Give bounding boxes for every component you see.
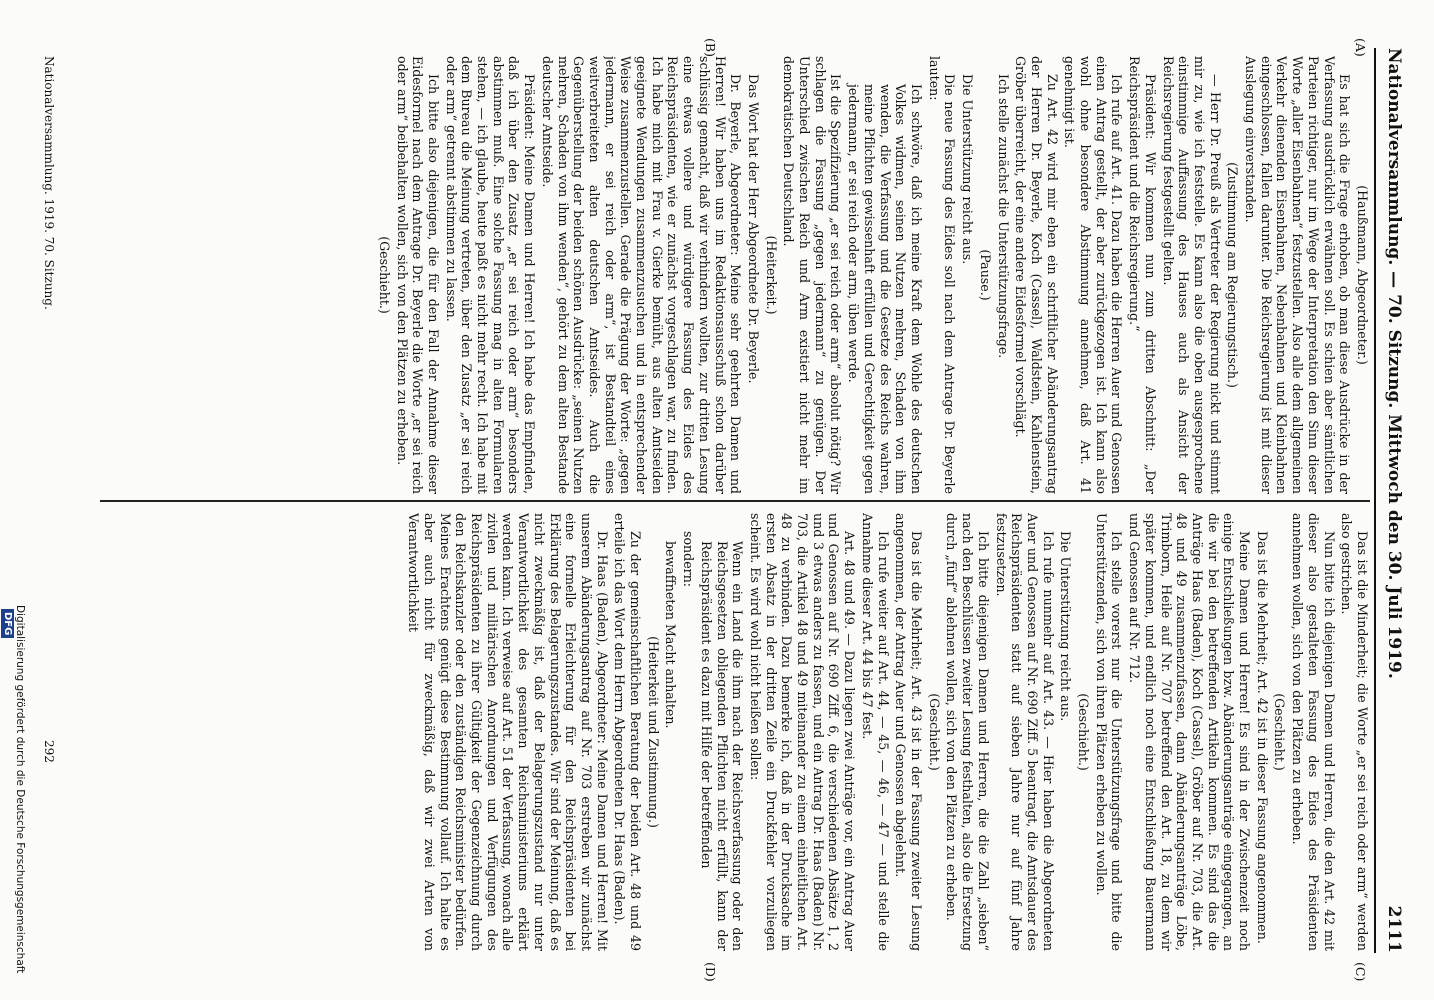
footer-title: Nationalversammlung. 1919. 70. Sitzung. [42, 56, 56, 310]
right-column-aside: (Geschieht.) [926, 693, 942, 771]
left-column-paragraph: Ich schwöre, daß ich meine Kraft dem Wohle des deutschen Volkes widmen, seinen Nutzen mehren, Schaden von ihm wenden, die Verfassung und die Gesetze des Reichs wahren, meine Pflichten gewissenhaft erfüllen und Gerechtigkeit gegen jedermann, er sei reich oder arm, üben werde. [846, 84, 925, 494]
right-column-paragraph: Ich stelle vorerst nur die Unterstützungsfrage und bitte die Unterstützenden, sich von ihren Plätzen erheben zu wollen. [1093, 513, 1125, 951]
left-column-paragraph: Ich bitte also diejenigen, die für den Fall der Annahme dieser Eidesformel nach dem Antrage Dr. Beyerle die Worte „er sei reich oder arm“ beibehalten wollen, sich von den Plätzen zu erheben. [394, 56, 441, 494]
left-column-paragraph: Das Wort hat der Herr Abgeordnete Dr. Beyerle. [745, 74, 761, 384]
right-column-paragraph: Die Unterstützung reicht aus. [1058, 531, 1074, 722]
margin-mark-d: (D) [703, 962, 718, 982]
right-column-paragraph: Das ist die Mehrheit; Art. 43 ist in der Fassung zweiter Lesung angenommen, der Antrag Auer und Genossen abgelehnt. [893, 513, 925, 951]
right-column-paragraph: Wenn ein Land die ihm nach der Reichsverfassung oder den Reichsgesetzen obliegenden Pflichten nicht erfüllt, kann der Reichspräsident es dazu mit Hilfe der betreffenden [698, 541, 746, 951]
left-column-paragraph: Die Unterstützung reicht aus. [960, 74, 976, 265]
left-column-aside: (Heiterkeit.) [763, 235, 779, 315]
margin-mark-c: (C) [1353, 962, 1368, 982]
right-column-paragraph: Das ist die Mehrheit; Art. 42 ist in dieser Fassung angenommen. [1254, 531, 1270, 944]
left-column [80, 56, 1370, 494]
page-number: 2111 [1384, 905, 1404, 953]
margin-mark-a: (A) [1353, 38, 1368, 57]
right-column-paragraph: Zu der gemeinschaftlichen Beratung der beiden Art. 48 und 49 erteile ich das Wort dem Herrn Abgeordneten Dr. Haas (Baden). [612, 513, 644, 951]
right-column-aside: (Geschieht.) [1272, 693, 1288, 771]
right-column-paragraph: Ich bitte diejenigen Damen und Herren, die die Zahl „sieben“ nach den Beschlüssen zweiter Lesung festhalten, also die Ersetzung durch „fünf“ ablehnen wollen, sich von den Plätzen zu erheben. [944, 513, 991, 951]
left-column-aside: (Geschieht.) [376, 236, 392, 314]
right-column-aside: (Heiterkeit und Zustimmung.) [645, 636, 661, 828]
right-column-paragraph: Meine Damen und Herren! Es sind in der Zwischenzeit noch einige Entschließungen bzw. Abänderungsanträge eingegangen, an die wir bei den betreffenden Artikeln kommen. Es sind das die Anträge Haas (Baden), Koch (Cassel), Gröber auf Nr. 703, die Art. 48 und 49 zusammenzufassen, dann Abänderungsanträge Löbe, Trimborn, Heile auf Nr. 707 betreffend den Art. 18, zu dem wir später kommen, und endlich noch eine Entschließung Bauermann und Genossen auf Nr. 712. [1127, 513, 1253, 951]
margin-mark-b: (B) [703, 38, 718, 57]
header-title: Nationalversammlung. — 70. Sitzung. Mittwoch den 30. Juli 1919. [1384, 48, 1404, 679]
left-column-paragraph: Präsident: Meine Damen und Herren! Ich habe das Empfinden, daß ich über den Zusatz „er sei reich oder arm“ besonders abstimmen muß. Eine solche Fassung mag in alten Formularen stehen, — ich glaube, heute paßt es nicht mehr recht. Ich habe mit dem Bureau die Meinung vertreten, über den Zusatz „er sei reich oder arm“ getrennt abstimmen zu lassen. [443, 56, 538, 494]
digitization-text: Digitalisierung gefördert durch die Deutsche Forschungsgemeinschaft [14, 605, 26, 974]
right-column-paragraph: sondern: [681, 531, 697, 588]
right-column-paragraph: Nun bitte ich diejenigen Damen und Herren, die den Art. 42 mit dieser also gestalteten Fassung des Eides des Präsidenten annehmen wollen, sich von den Plätzen zu erheben. [1290, 513, 1337, 951]
left-column-aside: (Pause.) [977, 249, 993, 301]
left-column-paragraph: Ich rufe auf Art. 41. Dazu haben die Herren Auer und Genossen einen Antrag gestellt, der aber zurückgezogen ist. Ich kann also wohl ohne besondere Abstimmung annehmen, daß Art. 41 genehmigt ist. [1062, 56, 1125, 494]
left-column-paragraph: — Herr Dr. Preuß als Vertreter der Regierung nickt und stimmt mir zu, wie ich feststelle. Es kann also die oben ausgesprochene einstimmige Auffassung des Hauses auch als Ansicht der Reichsregierung festgestellt gelten. [1160, 56, 1223, 494]
right-column-paragraph: Ich rufe weiter auf Art. 44, — 45, — 46, — 47 — und stelle die Annahme dieser Art. 44 bis 47 fest. [859, 513, 891, 951]
left-column-paragraph: Ich stelle zunächst die Unterstützungsfrage. [995, 74, 1011, 359]
digitization-note [1, 605, 26, 985]
footer-page-number: 292 [42, 740, 56, 763]
left-column-aside: (Zustimmung am Regierungstisch.) [1225, 162, 1241, 388]
left-column-paragraph: Ist die Spezifizierung „er sei reich oder arm“ absolut nötig? Wir schlagen die Fassung „gegen jedermann“ zu genügen. Der Unterschied zwischen Reich und Arm existiert nicht mehr im demokratischen Deutschland. [781, 56, 844, 494]
right-column-paragraph: Ich rufe nunmehr auf Art. 43. — Hier haben die Abgeordneten Auer und Genossen auf Nr. 690 Ziff. 5 beantragt, die Amtsdauer des Reichspräsidenten statt auf sieben Jahre nur auf fünf Jahre festzusetzen. [993, 513, 1056, 951]
right-column-paragraph: Das ist die Minderheit; die Worte „er sei reich oder arm“ werden also gestrichen. [1339, 513, 1370, 951]
right-column [80, 513, 1370, 951]
left-column-paragraph: Zu Art. 42 wird mir eben ein schriftlicher Abänderungsantrag der Herren Dr. Beyerle, Koch (Cassel), Waldstein, Kahlenstein, Gröber überreicht, der eine andere Eidesformel vorschlägt. [1013, 56, 1060, 494]
right-column-paragraph: bewaffneten Macht anhalten. [663, 541, 679, 729]
right-column-aside: (Geschieht.) [1076, 693, 1092, 771]
right-column-paragraph: Dr. Haas (Baden), Abgeordneter: Meine Damen und Herren! Mit unserem Abänderungsantrag auf Nr. 703 erstreben wir zunächst eine formelle Erleichterung für den Reichspräsidenten bei Erklärung des Belagerungszustandes. Wir sind der Meinung, daß es nicht zweckmäßig ist, daß der Belagerungszustand nur unter Verantwortlichkeit des gesamten Reichsministeriums erklärt werden kann. Ich verweise auf Art. 51 der Verfassung, wonach alle zivilen und militärischen Anordnungen und Verfügungen des Reichspräsidenten zu ihrer Gültigkeit der Gegenzeichnung durch den Reichskanzler oder den zuständigen Reichsminister bedürfen. Meines Erachtens genügt diese Bestimmung vollauf. Ich halte es aber auch nicht für zweckmäßig, daß wir zwei Arten von Verantwortlichkeit [406, 513, 610, 951]
dfg-logo: DFG [1, 609, 14, 638]
left-column-paragraph: Es hat sich die Frage erhoben, ob man diese Ausdrücke in der Verfassung ausdrücklich erwähnen soll. Es schien aber sämtlichen Parteien richtiger, nur im Wege der Interpretation den Sinn dieser Worte „aller Eisenbahnen“ festzustellen. Also alle dem allgemeinen Verkehr dienenden Eisenbahnen, Nebenbahnen und Kleinbahnen eingeschlossen, fallen darunter. Die Reichsregierung ist mit dieser Auslegung einverstanden. [1243, 56, 1353, 494]
column-divider [100, 500, 1370, 502]
running-header [1374, 48, 1408, 953]
left-column-aside: (Haußmann, Abgeordneter.) [1355, 185, 1370, 365]
left-column-paragraph: Die neue Fassung des Eides soll nach dem Antrage Dr. Beyerle lauten: [926, 56, 958, 494]
right-column-paragraph: Art. 48 und 49. — Dazu liegen zwei Anträge vor, ein Antrag Auer und Genossen auf Nr. 690 Ziff. 6, die verschiedenen Absätze 1, 2 und 3 etwas anders zu fassen, und ein Antrag Dr. Haas (Baden) Nr. 703, die Artikel 48 und 49 miteinander zu einem einheitlichen Art. 48 zu verbinden. Dazu bemerke ich, daß in der Drucksache im ersten Absatz in der dritten Zeile ein Druckfehler vorzuliegen scheint. Es wird wohl nicht heißen sollen: [747, 513, 858, 951]
left-column-paragraph: Präsident: Wir kommen nun zum dritten Abschnitt: „Der Reichspräsident und die Reichsregierung.“ [1127, 56, 1158, 494]
left-column-paragraph: Dr. Beyerle, Abgeordneter: Meine sehr geehrten Damen und Herren! Wir haben uns im Redaktionsausschuß schon darüber schlüssig gemacht, daß wir verhindern wollten, zur dritten Lesung eine etwas vollere und würdigere Fassung des Eides des Reichspräsidenten, wie er zunächst vorgeschlagen war, zu finden. Ich habe mich mit Frau v. Gierke bemüht, aus alten Amtseiden geeignete Wendungen zusammenzusuchen und in entsprechender Weise zusammenzustellen. Gerade die Prägung der Worte: „gegen jedermann, er sei reich oder arm“, ist Bestandteil eines weitverbreiteten alten deutschen Amtseides. Auch die Gegenüberstellung der beiden schönen Ausdrücke: „seinen Nutzen mehren, Schaden von ihm wenden“, gehört zu dem alten Bestande deutscher Amtseide. [539, 56, 744, 494]
